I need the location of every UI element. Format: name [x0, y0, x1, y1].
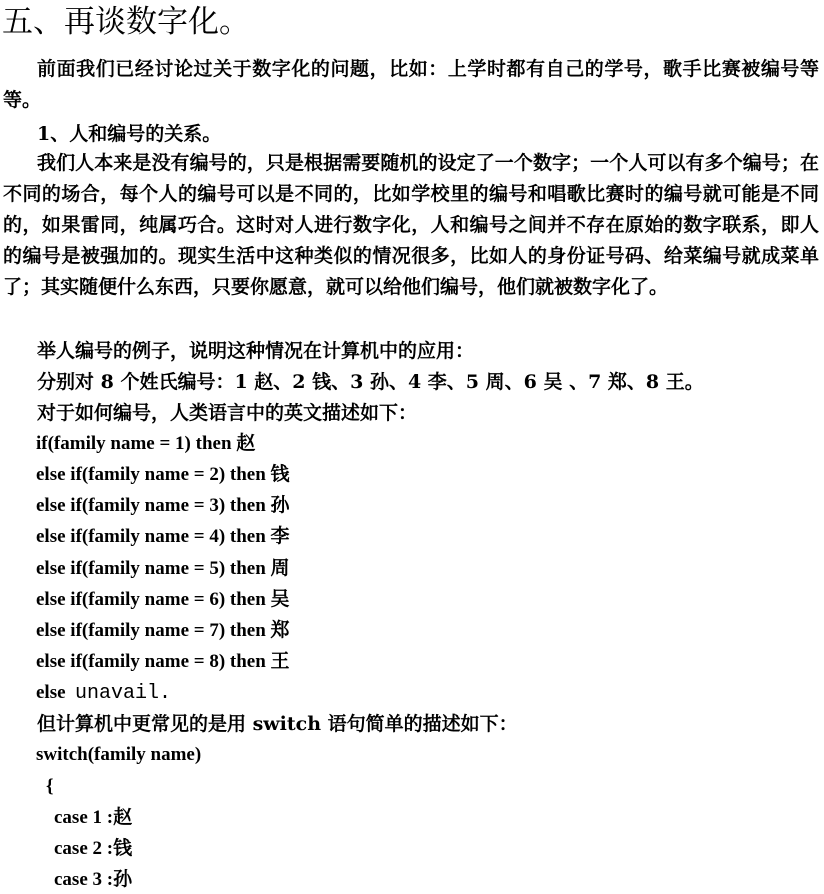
- code-if-line: else if(family name = 5) then 周: [36, 558, 290, 579]
- code-case-line: case 3 :孙: [54, 869, 133, 890]
- body-paragraph: 我们人本来是没有编号的，只是根据需要随机的设定了一个数字；一个人可以有多个编号；在不同的场合，每个人的编号可以是不同的，比如学校里的编号和唱歌比赛时的编号就可能是不同的，如果雷同，纯属巧合。这时对人进行数字化，人和编号之间并不存在原始的数字联系，即人的编号是被强加的。现实生活中这种类似的情况很多，比如人的身份证号码、给菜编号就成菜单了；其实随便什么东西，只要你愿意，就可以给他们编号，他们就被数字化了。: [3, 152, 819, 298]
- code-if-line: if(family name = 1) then 赵: [36, 433, 256, 454]
- example-intro: 举人编号的例子，说明这种情况在计算机中的应用：: [37, 340, 475, 362]
- code-case-line: case 2 :钱: [54, 838, 133, 859]
- code-case-line: case 1 :赵: [54, 807, 133, 828]
- code-if-line: else if(family name = 2) then 钱: [36, 464, 290, 485]
- code-if-line: else if(family name = 7) then 郑: [36, 620, 290, 641]
- code-open-brace: {: [46, 776, 54, 797]
- else-keyword: else: [36, 682, 66, 703]
- code-switch-header: switch(family name): [36, 744, 202, 765]
- page-title: 五、再谈数字化。: [2, 4, 250, 40]
- switch-intro: 但计算机中更常见的是用 switch 语句简单的描述如下：: [37, 713, 518, 735]
- code-if-line: else if(family name = 3) then 孙: [36, 495, 290, 516]
- intro-paragraph: 前面我们已经讨论过关于数字化的问题，比如：上学时都有自己的学号，歌手比赛被编号等等。: [3, 58, 819, 111]
- english-description-intro: 对于如何编号，人类语言中的英文描述如下：: [37, 402, 418, 424]
- code-if-line: else if(family name = 4) then 李: [36, 526, 290, 547]
- code-if-line: else if(family name = 8) then 王: [36, 651, 290, 672]
- surname-numbering: 分别对 8 个姓氏编号：1 赵、2 钱、3 孙、4 李、5 周、6 吴 、7 郑、8 王。: [37, 371, 704, 393]
- code-else-line: [36, 679, 171, 708]
- section-heading: 1、人和编号的关系。: [37, 123, 222, 145]
- else-value: unavail.: [75, 682, 172, 705]
- code-if-line: else if(family name = 6) then 吴: [36, 589, 290, 610]
